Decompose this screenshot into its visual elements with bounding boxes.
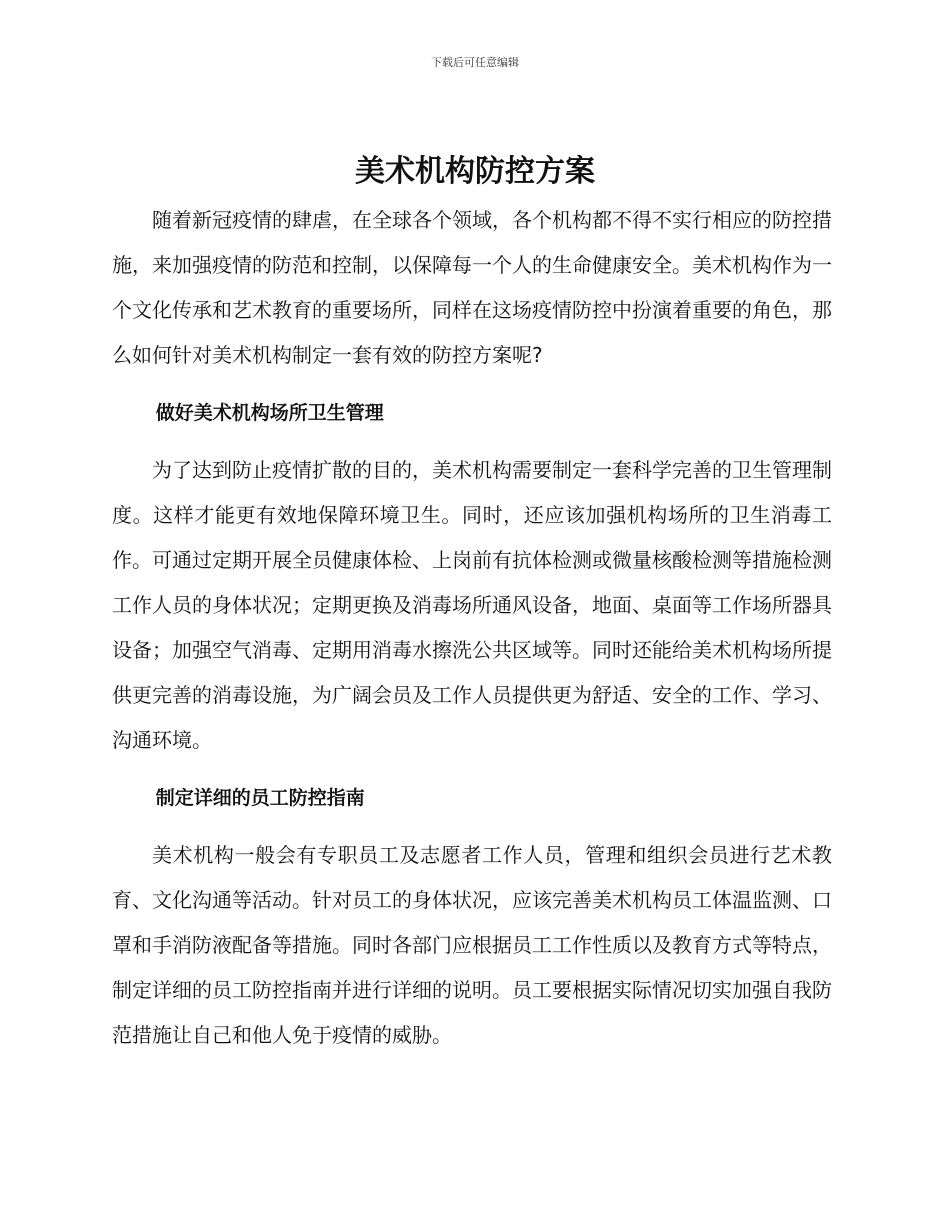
hygiene-paragraph: 为了达到防止疫情扩散的目的，美术机构需要制定一套科学完善的卫生管理制度。这样才能更有效地保障环境卫生。同时，还应该加强机构场所的卫生消毒工作。可通过定期开展全员健康体检、上岗前有抗体检测或微量核酸检测等措施检测工作人员的身体状况；定期更换及消毒场所通风设备，地面、桌面等工作场所器具设备；加强空气消毒、定期用消毒水擦洗公共区域等。同时还能给美术机构场所提供更完善的消毒设施，为广阔会员及工作人员提供更为舒适、安全的工作、学习、沟通环境。	[112, 458, 832, 752]
section-heading-hygiene: 做好美术机构场所卫生管理	[155, 402, 384, 424]
header-note: 下载后可任意编辑	[431, 56, 519, 69]
section-heading-staff-guide: 制定详细的员工防控指南	[155, 787, 365, 809]
intro-paragraph: 随着新冠疫情的肆虐，在全球各个领域，各个机构都不得不实行相应的防控措施，来加强疫情的防范和控制，以保障每一个人的生命健康安全。美术机构作为一个文化传承和艺术教育的重要场所，同样在这场疫情防控中扮演着重要的角色，那么如何针对美术机构制定一套有效的防控方案呢?	[112, 208, 832, 367]
staff-guide-paragraph: 美术机构一般会有专职员工及志愿者工作人员，管理和组织会员进行艺术教育、文化沟通等活动。针对员工的身体状况，应该完善美术机构员工体温监测、口罩和手消防液配备等措施。同时各部门应根据员工工作性质以及教育方式等特点，制定详细的员工防控指南并进行详细的说明。员工要根据实际情况切实加强自我防范措施让自己和他人免于疫情的威胁。	[112, 843, 832, 1047]
document-body	[112, 198, 832, 1058]
document-title: 美术机构防控方案	[355, 154, 595, 189]
